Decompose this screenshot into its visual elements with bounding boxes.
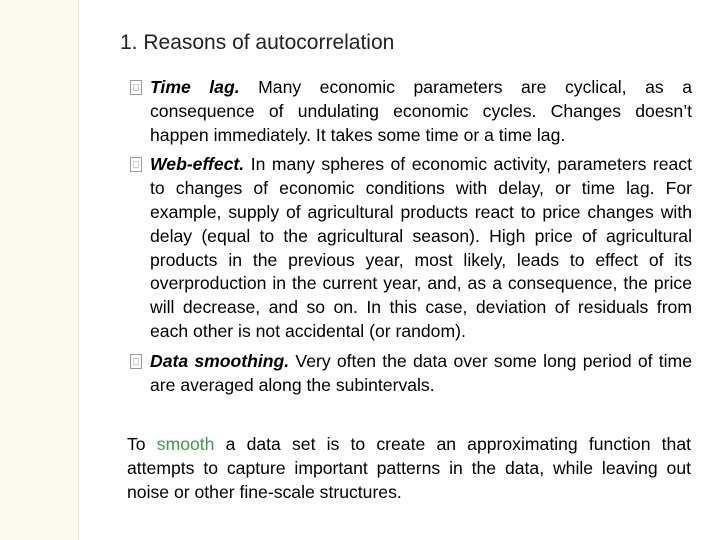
- paragraph-rest: a data set is to create an approximating function that attempts to capture important patterns in the data, while leaving out noise or other fine-scale structures.: [127, 434, 691, 502]
- decorative-side-band: [0, 0, 79, 540]
- bullet-text: Many economic parameters are cyclical, as a consequence of undulating economic cycles. Changes doesn’t happen immediately. It takes some time or a time lag.: [150, 77, 692, 145]
- bullet-web-effect: [126, 153, 692, 343]
- box-bullet-icon: [130, 354, 142, 369]
- bullet-term: Data smoothing.: [150, 350, 290, 371]
- smoothing-definition-paragraph: [127, 432, 691, 504]
- bullet-text: In many spheres of economic activity, parameters react to changes of economic conditions with delay, or time lag. For example, supply of agricultural products react to price changes with delay (equal to the agricultural season). High price of agricultural products in the previous year, most likely, leads to effect of its overproduction in the current year, and, as a consequence, the price will decrease, and so on. In this case, deviation of residuals from each other is not accidental (or random).: [150, 154, 692, 341]
- box-bullet-icon: [130, 157, 142, 172]
- bullet-data-smoothing: [126, 350, 692, 398]
- smooth-link[interactable]: smooth: [156, 434, 215, 454]
- slide-title: 1. Reasons of autocorrelation: [120, 31, 395, 54]
- box-bullet-icon: [130, 80, 142, 95]
- bullet-term: Web-effect.: [150, 154, 245, 175]
- bullet-term: Time lag.: [150, 77, 240, 97]
- bullet-time-lag: [126, 76, 692, 147]
- bullet-text: Very often the data over some long period of time are averaged along the subintervals.: [150, 350, 692, 395]
- slide-content: [126, 76, 692, 403]
- paragraph-lead: To: [127, 434, 157, 454]
